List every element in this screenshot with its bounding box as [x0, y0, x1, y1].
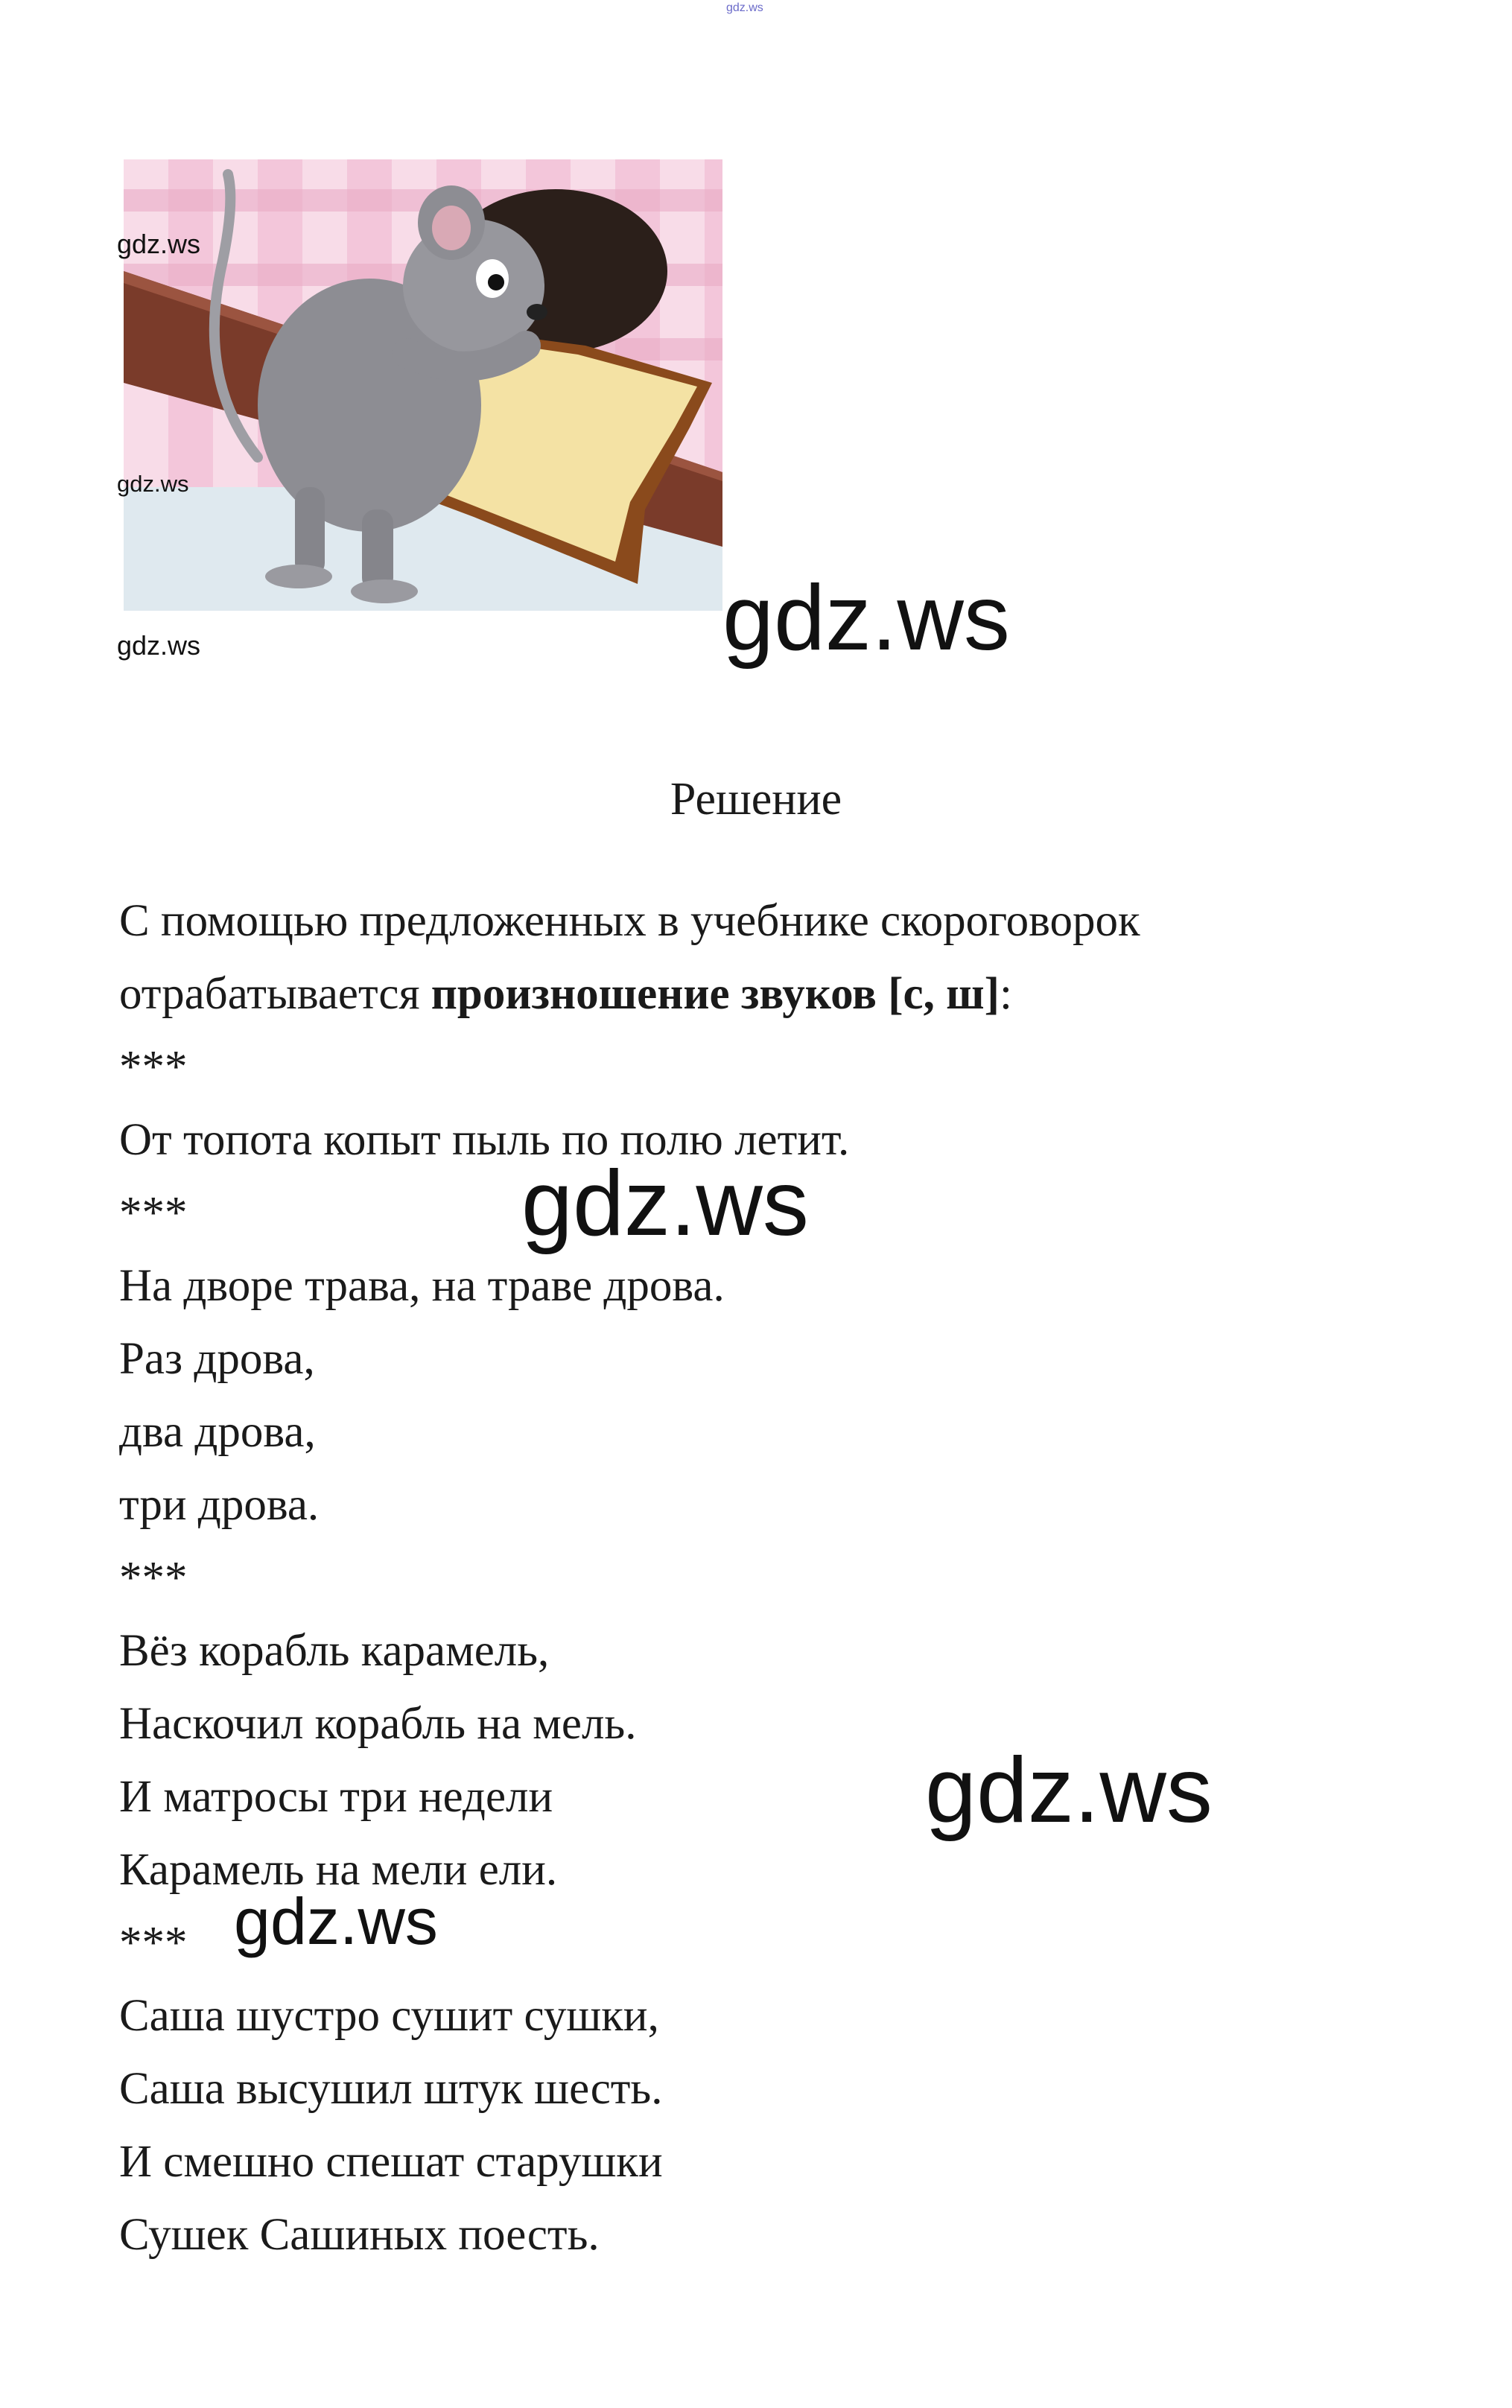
- twister-3-line: Вёз корабль карамель,: [119, 1626, 550, 1676]
- twister-4-line: Саша шустро сушит сушки,: [119, 1991, 659, 2041]
- twister-1-line: От топота копыт пыль по полю летит.: [119, 1115, 850, 1165]
- solution-body: [119, 885, 1430, 2272]
- twister-2-line: три дрова.: [119, 1480, 320, 1530]
- twister-4-line: И смешно спешат старушки: [119, 2137, 663, 2187]
- mouse-bread-illustration: [124, 159, 722, 611]
- twister-2-line: два дрова,: [119, 1407, 316, 1457]
- intro-bold-sounds: произношение звуков [с, ш]: [431, 969, 1000, 1019]
- twister-4-line: Сушек Сашиных поесть.: [119, 2210, 600, 2260]
- separator: ***: [119, 1042, 188, 1092]
- intro-line-2: [119, 958, 1430, 1031]
- intro-plain: отрабатывается: [119, 969, 431, 1019]
- separator: ***: [119, 1553, 188, 1603]
- twister-4-line: Саша высушил штук шесть.: [119, 2064, 663, 2114]
- twister-3-line: И матросы три недели: [119, 1772, 553, 1822]
- solution-title: Решение: [670, 774, 842, 825]
- watermark-image-bottom: gdz.ws: [117, 630, 201, 661]
- twister-2-line: Раз дрова,: [119, 1334, 315, 1384]
- watermark-large-3: gdz.ws: [925, 1739, 1213, 1842]
- twister-3-line: Наскочил корабль на мель.: [119, 1699, 637, 1749]
- separator: ***: [119, 1918, 188, 1968]
- intro-line-1: С помощью предложенных в учебнике скороговорок: [119, 896, 1140, 946]
- twister-2-line: На дворе трава, на траве дрова.: [119, 1261, 725, 1311]
- intro-colon: :: [999, 969, 1012, 1019]
- twister-3-line: Карамель на мели ели.: [119, 1845, 558, 1895]
- watermark-medium: gdz.ws: [234, 1884, 438, 1958]
- watermark-large-2: gdz.ws: [521, 1152, 809, 1255]
- separator: ***: [119, 1188, 188, 1238]
- top-watermark: gdz.ws: [726, 1, 763, 14]
- watermark-image-top: gdz.ws: [117, 229, 201, 259]
- watermark-image-mid: gdz.ws: [117, 471, 189, 497]
- watermark-large-1: gdz.ws: [722, 567, 1010, 670]
